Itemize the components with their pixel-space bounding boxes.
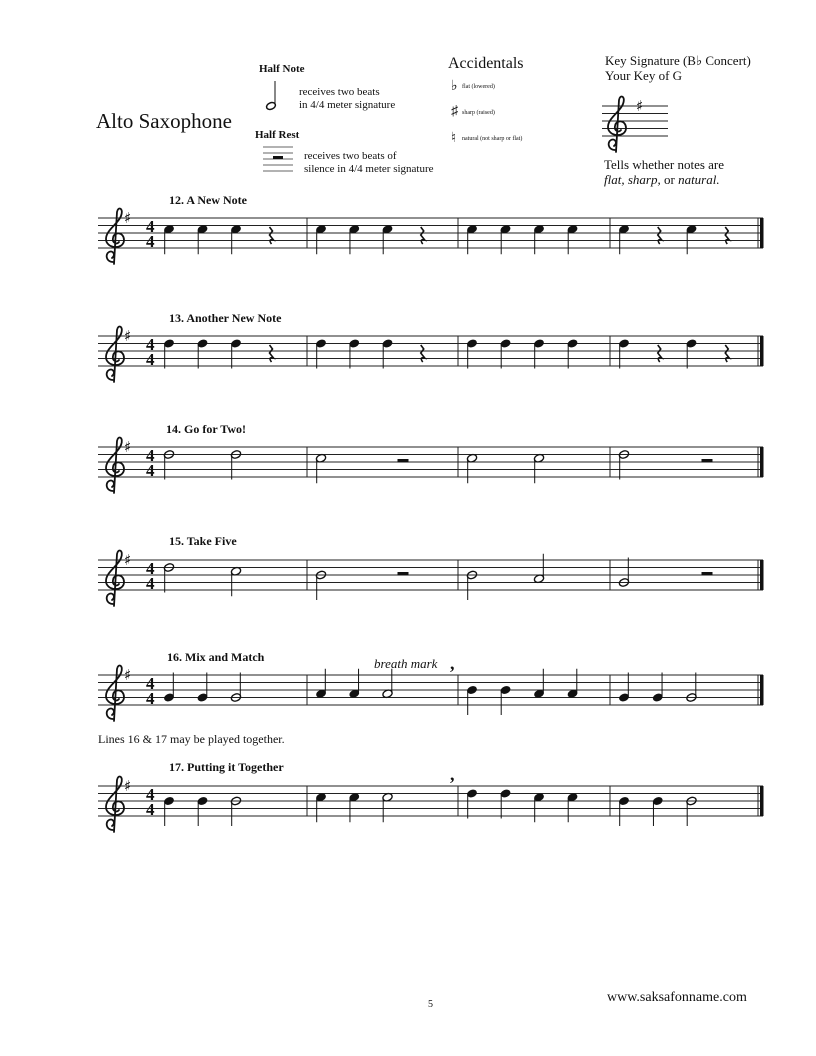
- exercise-15-title: 15. Take Five: [169, 534, 237, 548]
- key-sharp-icon: ♯: [124, 327, 132, 345]
- quarter-rest-icon: [421, 227, 425, 244]
- instrument-title: Alto Saxophone: [96, 109, 232, 133]
- half-rest-desc-line2: silence in 4/4 meter signature: [304, 163, 434, 175]
- half-rest-icon: [398, 572, 409, 576]
- key-sharp-icon: ♯: [124, 666, 132, 684]
- time-sig-top: 4: [146, 559, 155, 578]
- quarter-rest-icon: [725, 227, 729, 244]
- exercise-16-title: 16. Mix and Match: [167, 650, 265, 664]
- key-signature-subtitle: Your Key of G: [605, 68, 683, 83]
- treble-clef-icon: [106, 438, 124, 493]
- breath-mark-annotation: breath mark: [374, 656, 438, 671]
- breath-mark-icon: ,: [450, 764, 455, 784]
- desc-flat-sharp: flat, sharp,: [604, 172, 661, 187]
- quarter-rest-icon: [658, 345, 662, 362]
- key-sharp-icon: ♯: [124, 551, 132, 569]
- key-signature-title: Key Signature (B♭ Concert): [605, 53, 751, 68]
- sharp-icon: ♯: [451, 104, 458, 119]
- staff-exercise-14: [98, 438, 764, 493]
- key-sharp-icon: ♯: [124, 777, 132, 795]
- quarter-rest-icon: [421, 345, 425, 362]
- exercise-14-title: 14. Go for Two!: [166, 422, 246, 436]
- exercise-13-title: 13. Another New Note: [169, 311, 282, 325]
- desc-or: or: [663, 172, 675, 187]
- sharp-label: sharp (raised): [462, 110, 495, 116]
- final-bar-thick: [760, 218, 764, 248]
- staff-exercise-13: [98, 327, 764, 382]
- page-number: 5: [428, 999, 433, 1010]
- time-sig-bottom: 4: [146, 689, 155, 708]
- final-bar-thick: [760, 786, 764, 816]
- treble-clef-icon: [106, 777, 124, 832]
- final-bar-thick: [760, 675, 764, 705]
- desc-natural: natural.: [678, 172, 720, 187]
- time-sig-top: 4: [146, 674, 155, 693]
- time-sig-bottom: 4: [146, 574, 155, 593]
- half-note-desc-line1: receives two beats: [299, 86, 380, 98]
- quarter-rest-icon: [725, 345, 729, 362]
- final-bar-thick: [760, 336, 764, 366]
- half-rest-title: Half Rest: [255, 129, 300, 141]
- half-note-desc-line2: in 4/4 meter signature: [299, 99, 396, 111]
- key-sharp-icon: ♯: [124, 209, 132, 227]
- half-rest-desc-line1: receives two beats of: [304, 150, 397, 162]
- quarter-rest-icon: [270, 345, 274, 362]
- time-sig-top: 4: [146, 785, 155, 804]
- time-sig-bottom: 4: [146, 461, 155, 480]
- lines-together-note: Lines 16 & 17 may be played together.: [98, 732, 285, 746]
- website-url: www.saksafonname.com: [607, 990, 747, 1005]
- time-sig-bottom: 4: [146, 800, 155, 819]
- breath-mark-icon: ,: [450, 653, 455, 673]
- key-sharp-icon: ♯: [124, 438, 132, 456]
- flat-icon: ♭: [451, 79, 458, 94]
- final-bar-thick: [760, 447, 764, 477]
- treble-clef-icon: [106, 551, 124, 606]
- accidentals-title: Accidentals: [448, 55, 524, 72]
- time-sig-bottom: 4: [146, 350, 155, 369]
- quarter-rest-icon: [270, 227, 274, 244]
- time-sig-top: 4: [146, 335, 155, 354]
- key-sharp-icon: ♯: [636, 97, 644, 115]
- flat-label: flat (lowered): [462, 84, 495, 90]
- time-sig-top: 4: [146, 446, 155, 465]
- half-note-title: Half Note: [259, 63, 305, 75]
- staff-exercise-12: [98, 209, 764, 264]
- exercise-17-title: 17. Putting it Together: [169, 760, 284, 774]
- time-sig-top: 4: [146, 217, 155, 236]
- staff-exercise-15: [98, 551, 764, 606]
- treble-clef-icon: [106, 327, 124, 382]
- exercise-12-title: 12. A New Note: [169, 193, 247, 207]
- half-rest-icon: [702, 572, 713, 576]
- natural-label: natural (not sharp or flat): [462, 136, 523, 142]
- half-rest-icon: [398, 459, 409, 463]
- key-signature-desc-line1: Tells whether notes are: [604, 157, 725, 172]
- natural-icon: ♮: [451, 131, 457, 146]
- final-bar-thick: [760, 560, 764, 590]
- time-sig-bottom: 4: [146, 232, 155, 251]
- treble-clef-icon: [106, 666, 124, 721]
- treble-clef-icon: [106, 209, 124, 264]
- half-rest-icon: [702, 459, 713, 463]
- quarter-rest-icon: [658, 227, 662, 244]
